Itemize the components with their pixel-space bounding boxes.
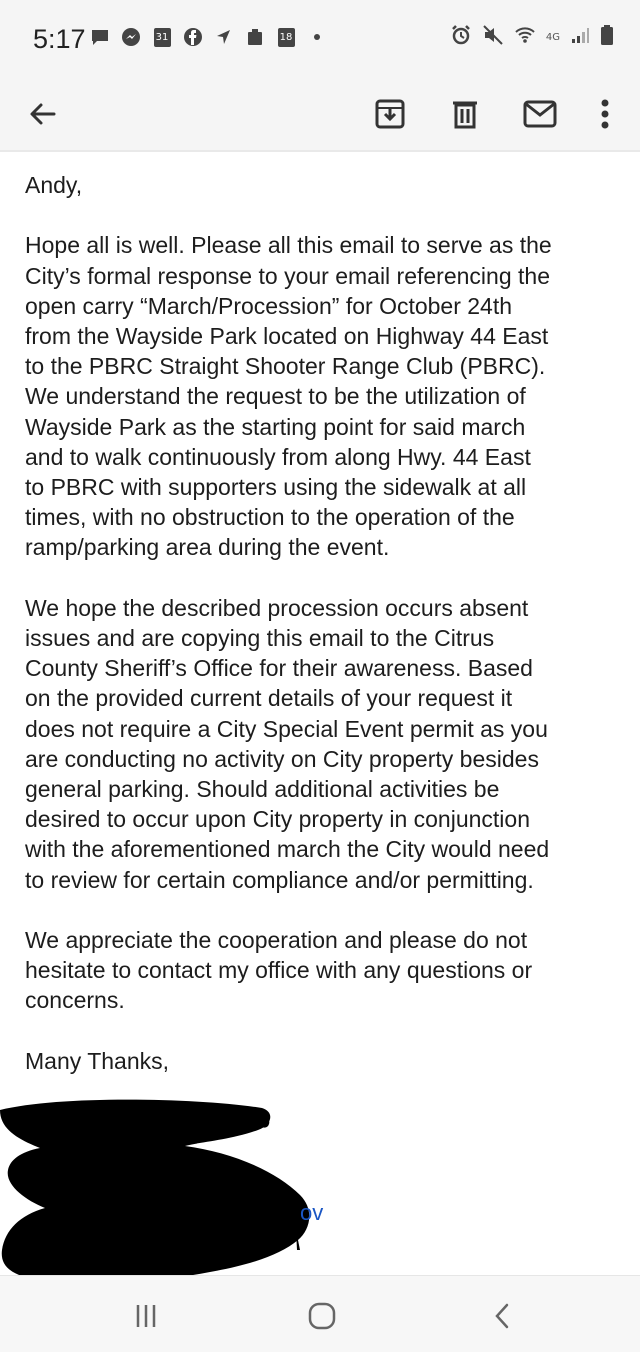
signature-email-fragment[interactable]: ov <box>300 1200 324 1225</box>
email-body <box>25 170 625 1106</box>
mute-icon <box>482 24 504 51</box>
delete-button[interactable] <box>443 92 487 136</box>
system-nav-bar <box>0 1275 640 1352</box>
status-bar <box>0 0 640 76</box>
recents-icon <box>134 1303 158 1329</box>
system-icons <box>450 24 614 51</box>
back-icon <box>493 1302 511 1330</box>
status-time: 5:17 <box>33 24 86 54</box>
notification-icons <box>90 27 327 47</box>
email-closing: Many Thanks, <box>25 1047 170 1074</box>
calendar-icon-2: 18 <box>276 27 296 47</box>
home-button[interactable] <box>302 1298 342 1334</box>
toolbar-divider <box>0 150 640 152</box>
dot-icon <box>307 27 327 47</box>
network-type: 4G <box>545 32 560 43</box>
more-vert-icon <box>600 98 610 130</box>
alarm-icon <box>450 24 472 51</box>
back-arrow-icon <box>28 100 56 128</box>
battery-icon <box>600 24 614 51</box>
message-icon <box>90 27 110 47</box>
archive-button[interactable] <box>368 92 412 136</box>
trash-icon <box>449 98 481 130</box>
archive-icon <box>374 98 406 130</box>
home-icon <box>308 1302 336 1330</box>
email-paragraph-1: Hope all is well. Please all this email to serve as the City’s formal response to your email referencing the open carry “March/Procession” for October 24th from the Wayside Park located on Highway 44 East to the PBRC Straight Shooter Range Club (PBRC). We understand the request to be the utilization of Wayside Park as the starting point for said march and to walk continuously from along Hwy. 44 East to PBRC with supporters using the sidewalk at all times, with no obstruction to the operation of the ramp/parking area during the event. <box>25 232 552 561</box>
email-greeting: Andy, <box>25 172 83 198</box>
more-options-button[interactable] <box>583 92 627 136</box>
mark-unread-button[interactable] <box>518 92 562 136</box>
mail-icon <box>523 99 557 129</box>
recents-button[interactable] <box>126 1298 166 1334</box>
email-paragraph-2: We hope the described procession occurs absent issues and are copying this email to the Citrus County Sheriff’s Office for their awareness. Based on the provided current details of your request it does not require a City Special Event permit as you are conducting no activity on City property besides general parking. Should additional activities be desired to occur upon City property in conjunction with the aforementioned march the City would need to review for certain compliance and/or permitting. <box>25 594 550 893</box>
signature-redaction <box>0 1090 340 1290</box>
back-button[interactable] <box>20 92 64 136</box>
nav-back-button[interactable] <box>482 1298 522 1334</box>
facebook-icon <box>183 27 203 47</box>
email-paragraph-3: We appreciate the cooperation and please do not hesitate to contact my office with any questions or concerns. <box>25 927 533 1014</box>
calendar-icon: 31 <box>152 27 172 47</box>
email-toolbar <box>0 76 640 150</box>
navigation-icon <box>214 27 234 47</box>
clipboard-icon <box>245 27 265 47</box>
signal-icon <box>570 25 590 50</box>
wifi-icon <box>514 24 536 51</box>
messenger-icon <box>121 27 141 47</box>
